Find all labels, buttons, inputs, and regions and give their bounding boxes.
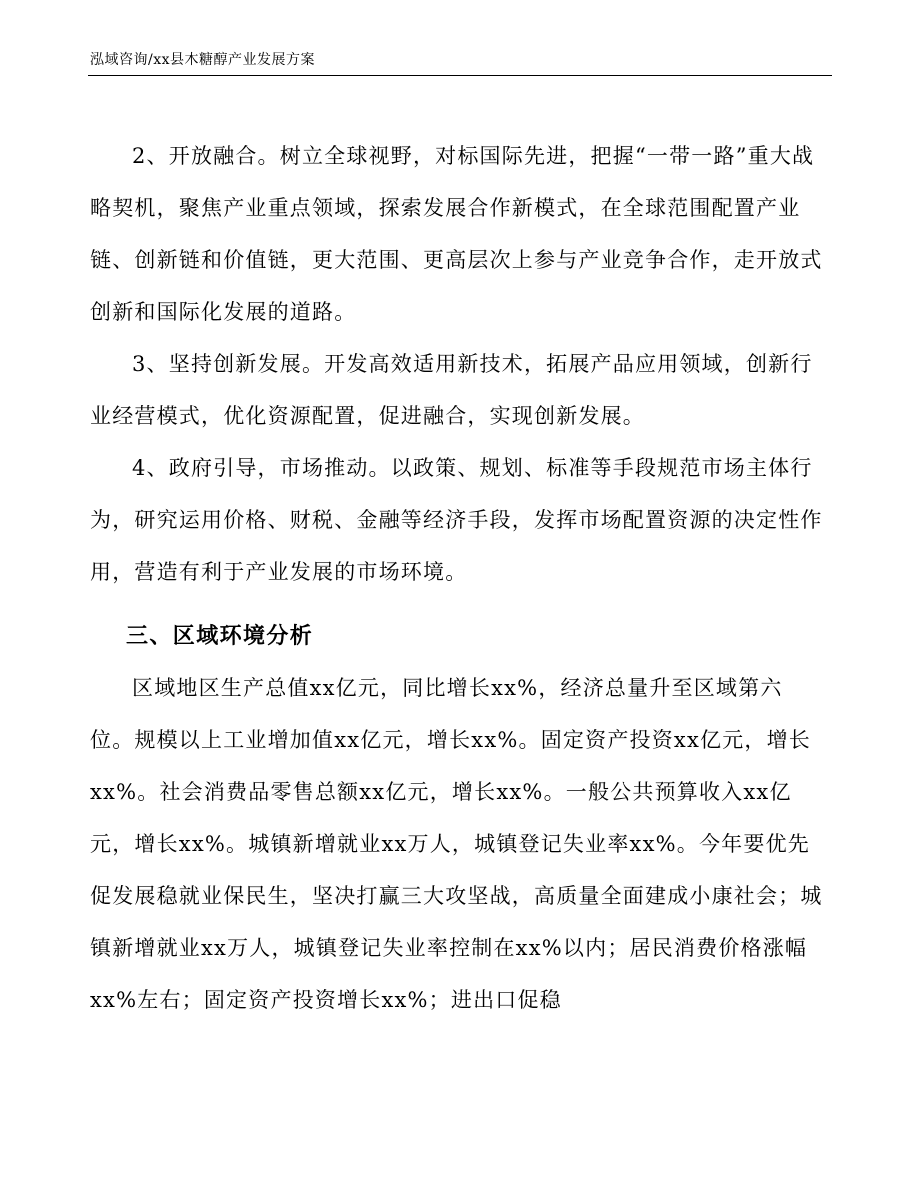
running-header: 泓域咨询/xx县木糖醇产业发展方案 — [90, 52, 316, 68]
paragraph-regional-economy: 区域地区生产总值xx亿元，同比增长xx%，经济总量升至区域第六位。规模以上工业增加值xx亿元，增长xx%。固定资产投资xx亿元，增长xx%。社会消费品零售总额xx亿元，增长xx%。一般公共预算收入xx亿元，增长xx%。城镇新增就业xx万人，城镇登记失业率xx%。今年要优先促发展稳就业保民生，坚决打赢三大攻坚战，高质量全面建成小康社会；城镇新增就业xx万人，城镇登记失业率控制在xx%以内；居民消费价格涨幅xx%左右；固定资产投资增长xx%；进出口促稳 — [90, 676, 823, 1012]
header-divider — [88, 75, 832, 76]
document-body — [90, 130, 825, 1026]
paragraph-innovation: 3、坚持创新发展。开发高效适用新技术，拓展产品应用领域，创新行业经营模式，优化资源配置，促进融合，实现创新发展。 — [90, 352, 813, 428]
section-heading: 三、区域环境分析 — [126, 623, 314, 649]
paragraph-open-integration: 2、开放融合。树立全球视野，对标国际先进，把握“一带一路”重大战略契机，聚焦产业重点领域，探索发展合作新模式，在全球范围配置产业链、创新链和价值链，更大范围、更高层次上参与产业竞争合作，走开放式创新和国际化发展的道路。 — [90, 144, 823, 324]
paragraph-government-guidance: 4、政府引导，市场推动。以政策、规划、标准等手段规范市场主体行为，研究运用价格、财税、金融等经济手段，发挥市场配置资源的决定性作用，营造有利于产业发展的市场环境。 — [90, 456, 823, 584]
